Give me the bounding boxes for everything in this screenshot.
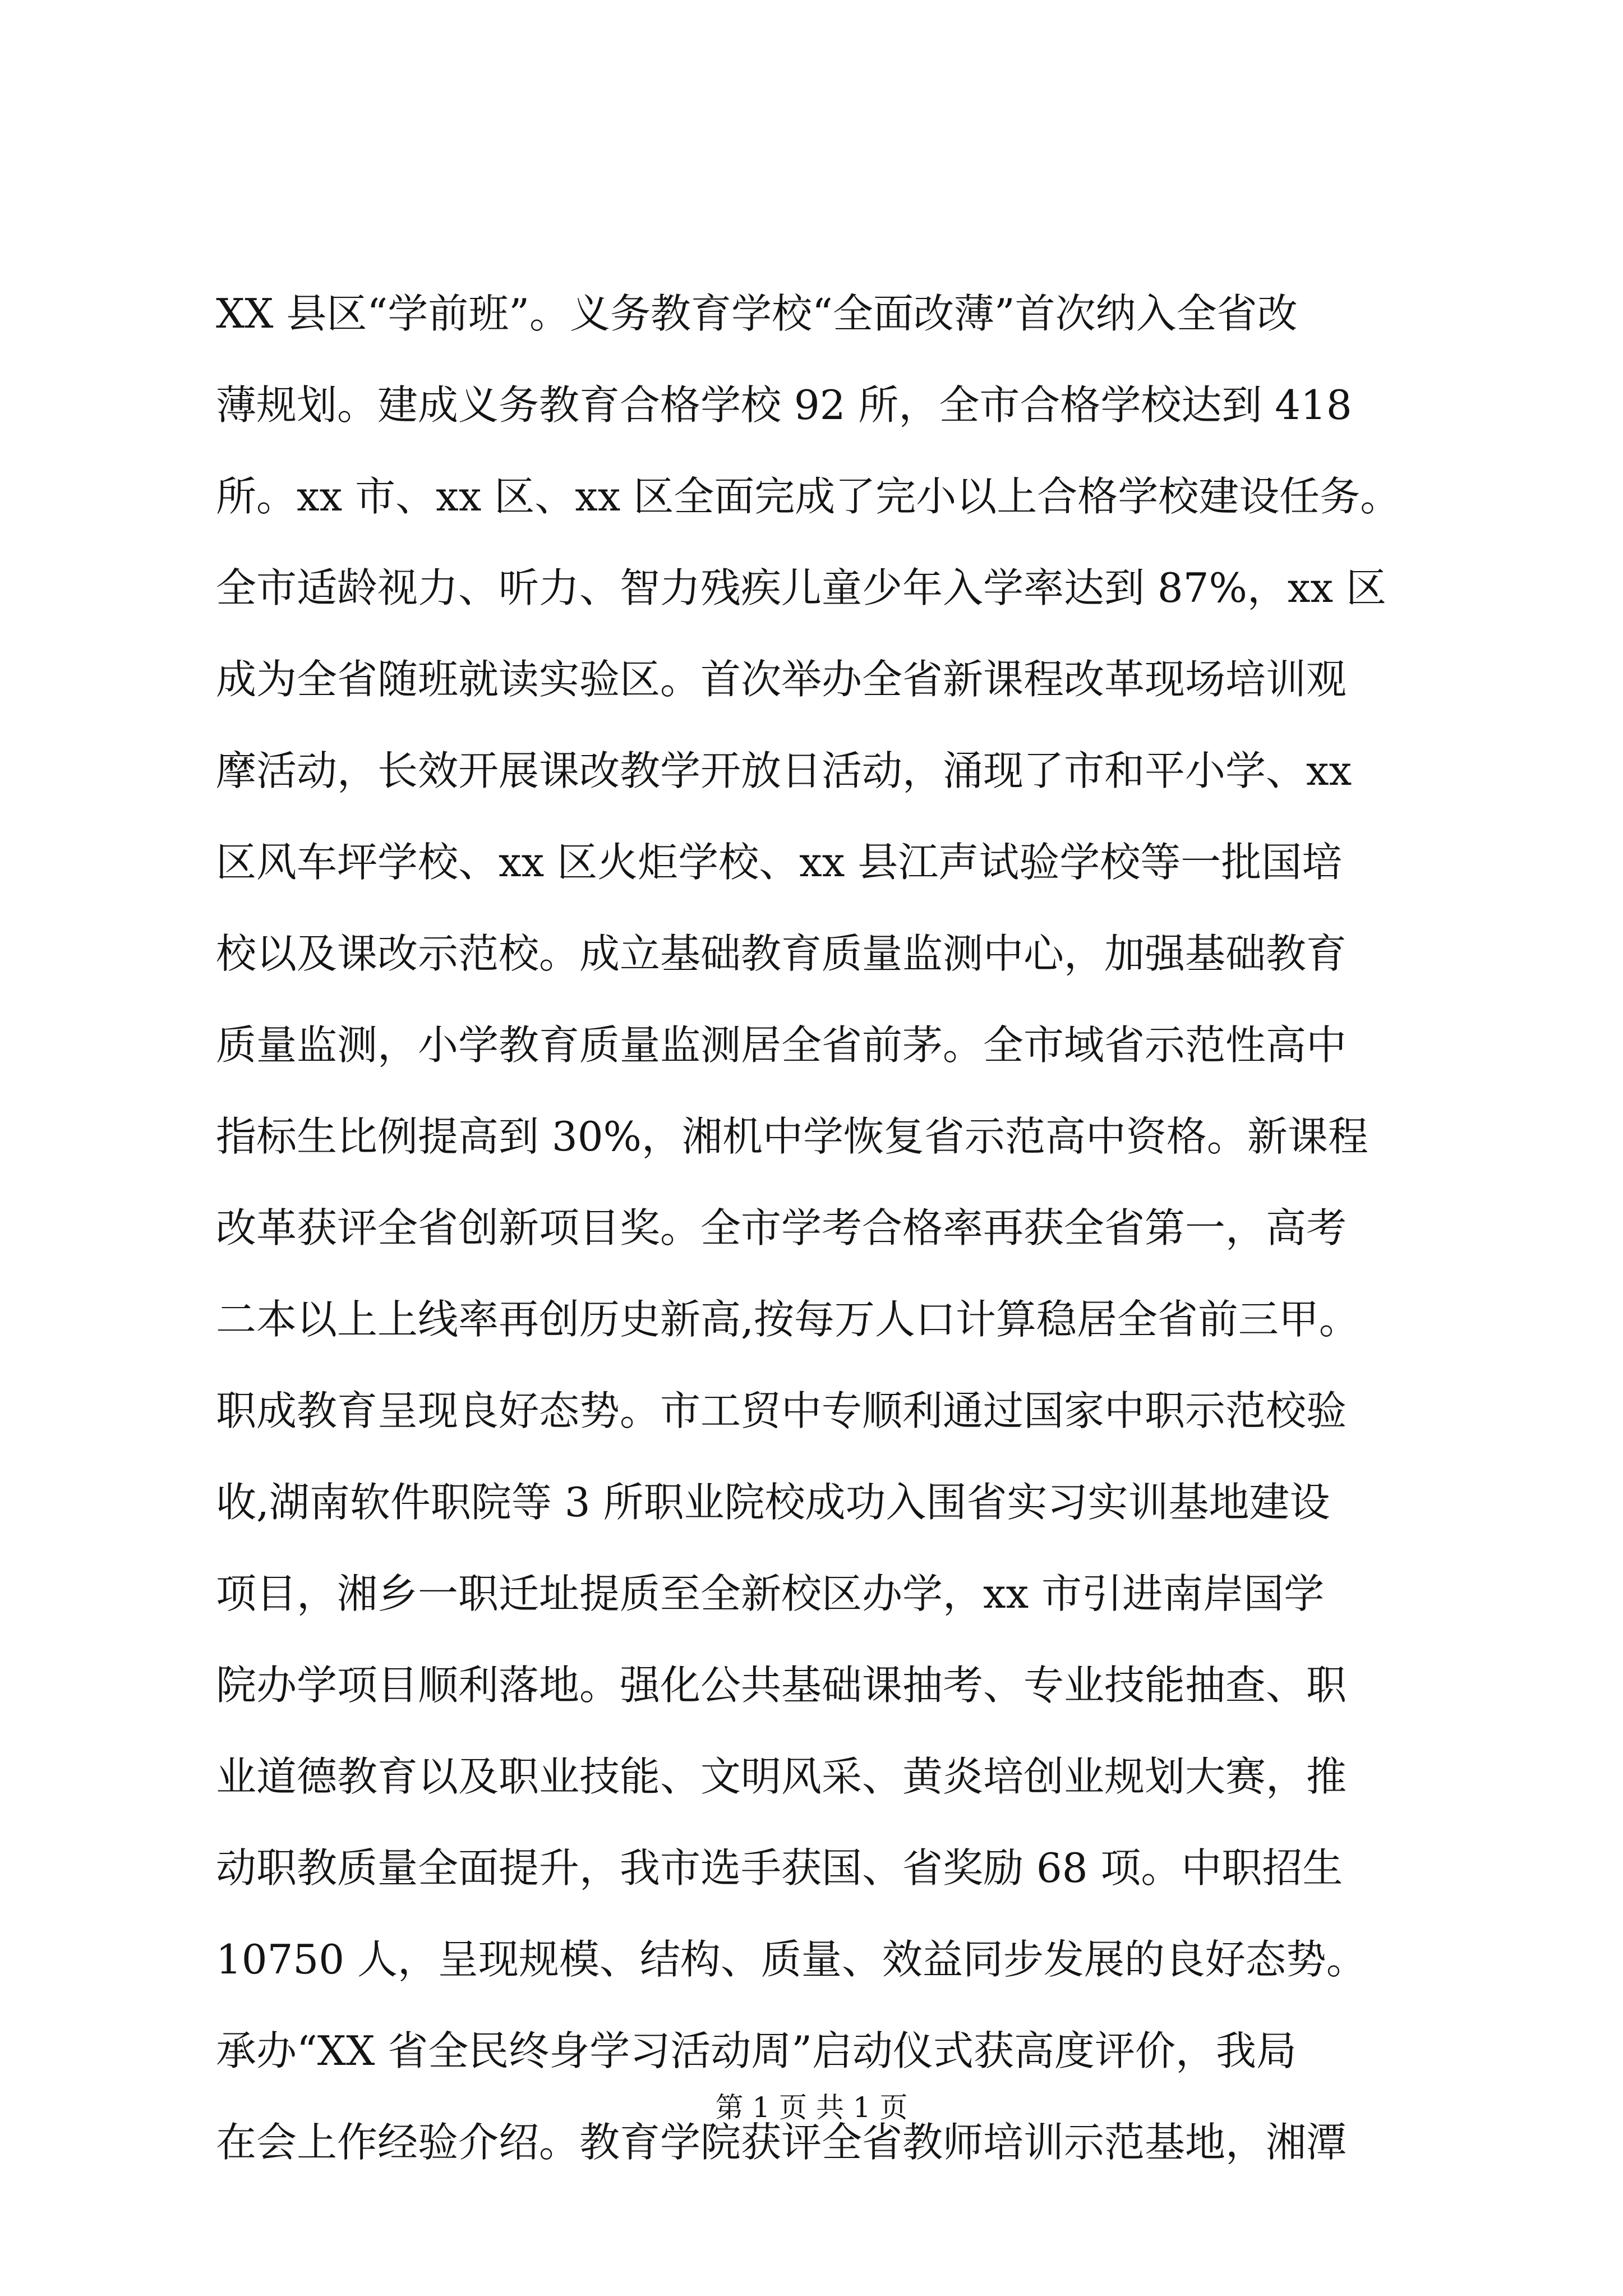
text-line: 收,湖南软件职院等 3 所职业院校成功入围省实习实训基地建设 [216,1479,1330,1526]
text-line: 承办“XX 省全民终身学习活动周”启动仪式获高度评价，我局 [216,2027,1297,2074]
text-line: 成为全省随班就读实验区。首次举办全省新课程改革现场培训观 [216,656,1347,703]
text-line: 业道德教育以及职业技能、文明风采、黄炎培创业规划大赛，推 [216,1753,1347,1800]
text-line: 二本以上上线率再创历史新高,按每万人口计算稳居全省前三甲。 [216,1296,1359,1343]
text-line: 校以及课改示范校。成立基础教育质量监测中心，加强基础教育 [216,930,1347,977]
text-line: XX 县区“学前班”。义务教育学校“全面改薄”首次纳入全省改 [216,290,1298,337]
text-line: 院办学项目顺利落地。强化公共基础课抽考、专业技能抽查、职 [216,1662,1347,1709]
page-footer [0,2088,1623,2127]
text-line: 动职教质量全面提升，我市选手获国、省奖励 68 项。中职招生 [216,1844,1343,1892]
text-line: 在会上作经验介绍。教育学院获评全省教师培训示范基地，湘潭 [216,2119,1347,2166]
text-line: 职成教育呈现良好态势。市工贸中专顺利通过国家中职示范校验 [216,1387,1347,1434]
text-line: 改革获评全省创新项目奖。全市学考合格率再获全省第一，高考 [216,1204,1347,1251]
page-number-label: 第 1 页 共 1 页 [715,2091,908,2124]
text-line: 薄规划。建成义务教育合格学校 92 所，全市合格学校达到 418 [216,381,1352,429]
text-line: 摩活动，长效开展课改教学开放日活动，涌现了市和平小学、xx [216,747,1352,794]
text-line: 区风车坪学校、xx 区火炬学校、xx 县江声试验学校等一批国培 [216,839,1343,886]
text-line: 项目，湘乡一职迁址提质至全新校区办学，xx 市引进南岸国学 [216,1570,1325,1617]
text-line: 全市适龄视力、听力、智力残疾儿童少年入学率达到 87%，xx 区 [216,564,1387,611]
text-line: 质量监测，小学教育质量监测居全省前茅。全市域省示范性高中 [216,1022,1347,1069]
text-line: 指标生比例提高到 30%，湘机中学恢复省示范高中资格。新课程 [216,1113,1368,1160]
text-line: 10750 人，呈现规模、结构、质量、效益同步发展的良好态势。 [216,1936,1367,1983]
body-text [216,268,1478,2188]
text-line: 所。xx 市、xx 区、xx 区全面完成了完小以上合格学校建设任务。 [216,473,1401,520]
